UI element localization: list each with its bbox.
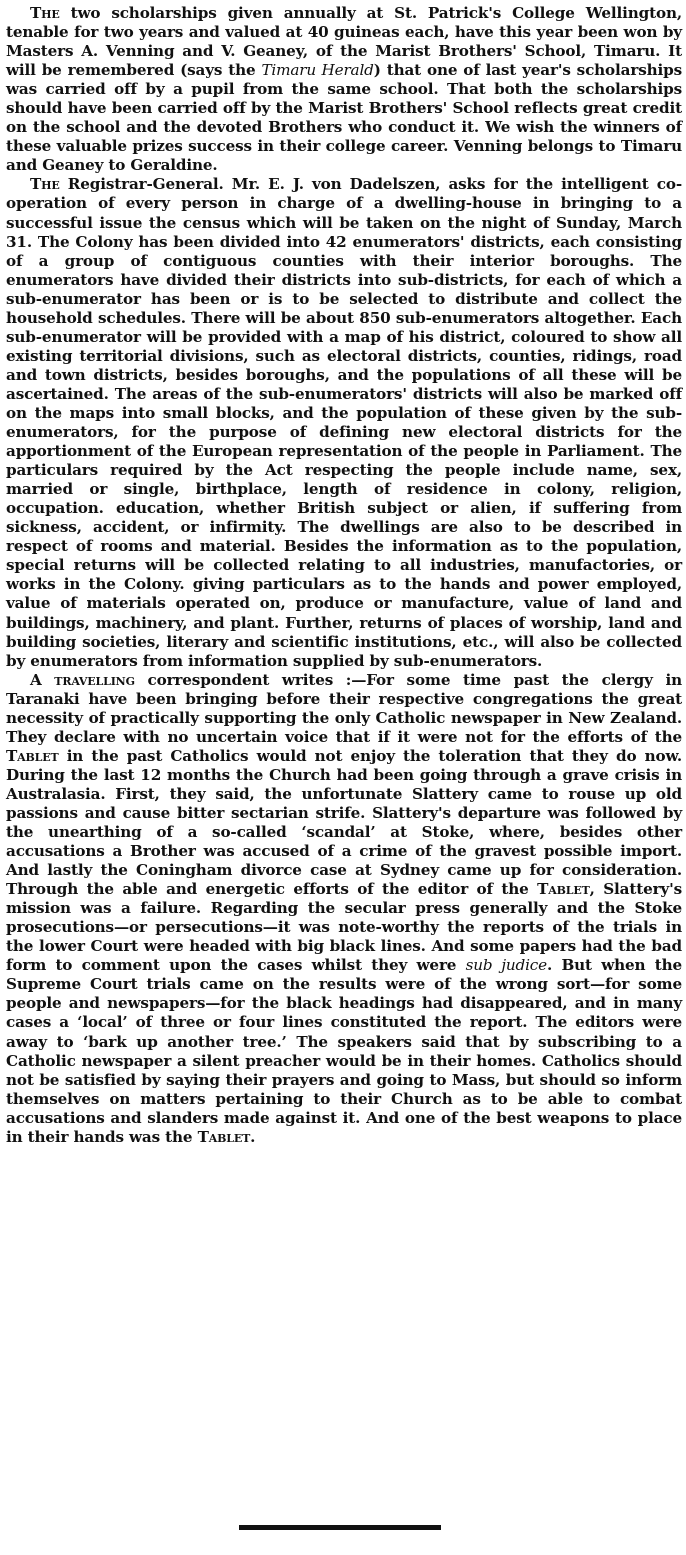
- newspaper-title: Timaru Herald: [261, 61, 374, 80]
- latin-phrase: sub judice: [465, 956, 547, 975]
- tablet-name: Tablet: [6, 746, 59, 765]
- paragraph-text: .: [250, 1127, 256, 1146]
- paragraph-text: Registrar-General. Mr. E. J. von Dadelszen, asks for the intelligent co-operation of every person in charge of a dwelling-house in bringing to a successful issue the census which will be taken on the night of Sunday, March 31. The Colony has been divided into 42 enumerators' districts, each consisting of a group of contiguous counties with their interior boroughs. The enumerators have divided their districts into sub-districts, for each of which a sub-enumerator has been or is to be selected to distribute and collect the household schedules. There will be about 850 sub-enumerators altogether. Each sub-enumerator will be provided with a map of his district, coloured to show all existing territorial divisions, such as electoral districts, counties, ridings, road and town districts, besides boroughs, and the populations of all these will be ascertained. The areas of the sub-enumerators' districts will also be marked off on the maps into small blocks, and the population of these given by the sub-enumerators, for the purpose of defining new electoral districts for the apportionment of the European representation of the people in Parliament. The particulars required by the Act respecting the people include name, sex, married or single, birthplace, length of residence in colony, religion, occupation. education, whether British subject or alien, if suffering from sickness, accident, or infirmity. The dwellings are also to be described in respect of rooms and material. Besides the information as to the population, special returns will be collected relating to all industries, manufactories, or works in the Colony. giving particulars as to the hands and power employed, value of materials operated on, produce or manufacture, value of land and buildings, machinery, and plant. Further, returns of places of worship, land and building societies, literary and scientific institutions, etc., will also be collected by enumerators from information supplied by sub-enumerators.: [6, 175, 682, 670]
- paragraph-text: . But when the Supreme Court trials came on the results were of the wrong sort—for some people and newspapers—for the black headings had disappeared, and in many cases a ‘local’ of three or four lines constituted the report. The editors were away to ‘bark up another tree.’ The speakers said that by subscribing to a Catholic newspaper a silent preacher would be in their homes. Catholics should not be satisfied by saying their prayers and going to Mass, but should so inform themselves on matters pertaining to their Church as to be able to combat accusations and slanders made against it. And one of the best weapons to place in their hands was the: [6, 956, 682, 1146]
- paragraph-travelling-correspondent: [6, 671, 682, 1147]
- paragraph-text: correspondent writes :—For some time past the clergy in Taranaki have been bringing before their respective congregations the great necessity of practically supporting the only Catholic newspaper in New Zealand. They declare with no uncertain voice that if it were not for the efforts of the: [6, 670, 682, 746]
- paragraph-census: [6, 175, 682, 670]
- section-divider: [239, 1525, 441, 1530]
- paragraph-text: two scholarships given annually at St. Patrick's College Wellington, tenable for two years and valued at 40 guineas each, have this year been won by Masters A. Venning and V. Geaney, of the Marist Brothers' School, Timaru. It will be remembered (says the: [6, 4, 682, 80]
- paragraph-lead: A travelling: [30, 670, 135, 689]
- tablet-name: Tablet: [197, 1127, 251, 1146]
- paragraph-lead: The: [30, 175, 60, 194]
- paragraph-scholarships: [6, 4, 682, 175]
- paragraph-text: , Slattery's mission was a failure. Regarding the secular press generally and the Stoke prosecutions—or persecutions—it was note-worthy the reports of the trials in the lower Court were headed with big black lines. And some papers had the bad form to comment upon the cases whilst they were: [6, 880, 683, 975]
- paragraph-text: in the past Catholics would not enjoy the toleration that they do now. During the last 12 months the Church had been going through a grave crisis in Australasia. First, they said, the unfortunate Slattery came to rouse up old passions and cause bitter sectarian strife. Slattery's departure was followed by the unearthing of a so-called ‘scandal’ at Stoke, where, besides other accusations a Brother was accused of a crime of the gravest possible import. And lastly the Coningham divorce case at Sydney came up for consideration. Through the able and energetic efforts of the editor of the: [6, 746, 682, 899]
- tablet-name: Tablet: [537, 880, 590, 899]
- paragraph-lead: The: [30, 4, 60, 22]
- paragraph-text: ) that one of last year's scholarships was carried off by a pupil from the same school. That both the scholarships should have been carried off by the Marist Brothers' School reflects great credit on the school and the devoted Brothers who conduct it. We wish the winners of these valuable prizes success in their college career. Venning belongs to Timaru and Geaney to Geraldine.: [6, 61, 682, 175]
